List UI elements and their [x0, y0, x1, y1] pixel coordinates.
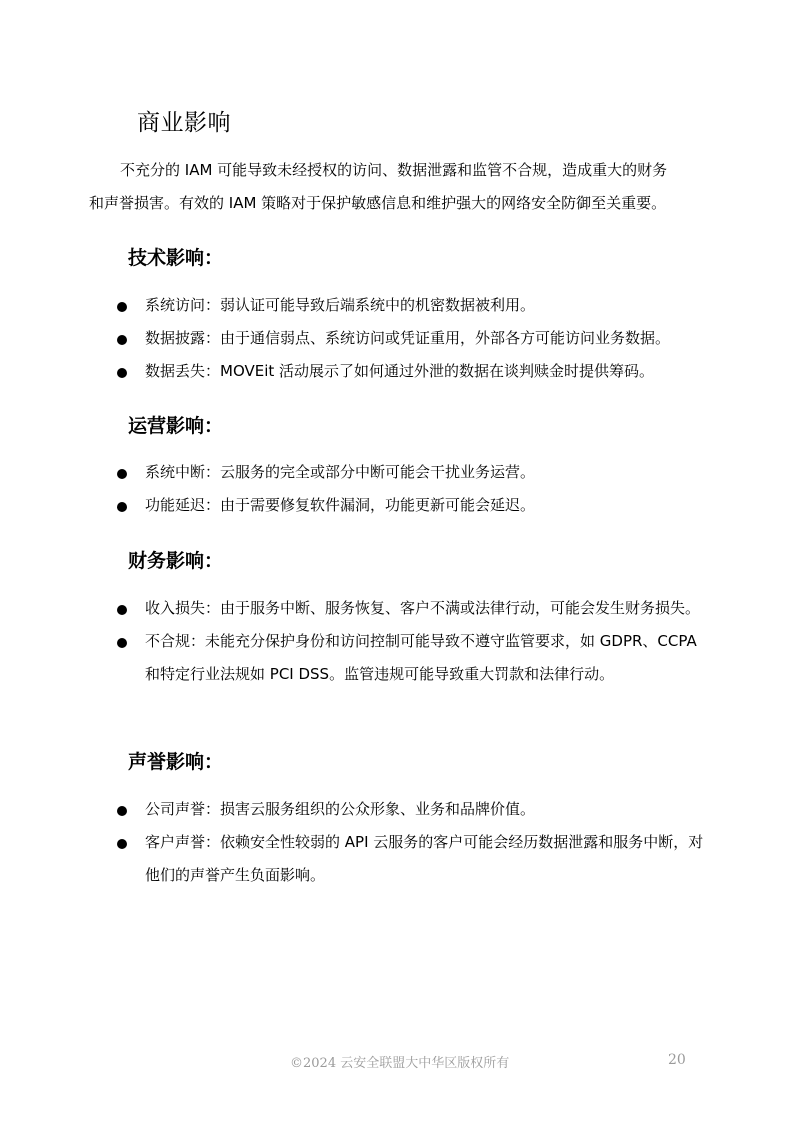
bullet-icon — [117, 469, 127, 479]
list-item: 数据丢失：MOVEit 活动展示了如何通过外泄的数据在谈判赎金时提供筹码。 — [116, 355, 716, 388]
bullet-icon — [117, 806, 127, 816]
list-item: 收入损失：由于服务中断、服务恢复、客户不满或法律行动，可能会发生财务损失。 — [116, 592, 716, 625]
list-item: 公司声誉：损害云服务组织的公众形象、业务和品牌价值。 — [116, 793, 716, 826]
bullet-icon — [117, 368, 127, 378]
operational-impact-heading: 运营影响： — [128, 415, 224, 437]
financial-impact-list — [116, 592, 716, 691]
reputational-impact-heading: 声誉影响： — [128, 751, 224, 773]
page-number: 20 — [668, 1052, 686, 1068]
list-item: 客户声誉：依赖安全性较弱的 API 云服务的客户可能会经历数据泄露和服务中断，对他们的声誉产生负面影响。 — [116, 826, 716, 892]
bullet-icon — [117, 302, 127, 312]
technical-impact-heading: 技术影响： — [128, 247, 224, 269]
list-item: 功能延迟：由于需要修复软件漏洞，功能更新可能会延迟。 — [116, 489, 716, 522]
operational-impact-list — [116, 456, 716, 522]
list-item: 系统中断：云服务的完全或部分中断可能会干扰业务运营。 — [116, 456, 716, 489]
bullet-icon — [117, 335, 127, 345]
technical-impact-list — [116, 289, 716, 388]
intro-line-1: 不充分的 IAM 可能导致未经授权的访问、数据泄露和监管不合规，造成重大的财务 — [120, 161, 668, 179]
bullet-icon — [117, 605, 127, 615]
intro-paragraph — [89, 154, 711, 220]
bullet-icon — [117, 638, 127, 648]
list-item: 系统访问：弱认证可能导致后端系统中的机密数据被利用。 — [116, 289, 716, 322]
footer-copyright: ©2024 云安全联盟大中华区版权所有 — [290, 1056, 510, 1071]
bullet-icon — [117, 839, 127, 849]
financial-impact-heading: 财务影响： — [128, 550, 224, 572]
list-item: 不合规：未能充分保护身份和访问控制可能导致不遵守监管要求，如 GDPR、CCPA 和特定行业法规如 PCI DSS。监管违规可能导致重大罚款和法律行动。 — [116, 625, 716, 691]
bullet-icon — [117, 502, 127, 512]
list-item: 数据披露：由于通信弱点、系统访问或凭证重用，外部各方可能访问业务数据。 — [116, 322, 716, 355]
intro-line-2: 和声誉损害。有效的 IAM 策略对于保护敏感信息和维护强大的网络安全防御至关重要。 — [89, 194, 667, 212]
reputational-impact-list — [116, 793, 716, 892]
section-title: 商业影响 — [137, 110, 231, 136]
